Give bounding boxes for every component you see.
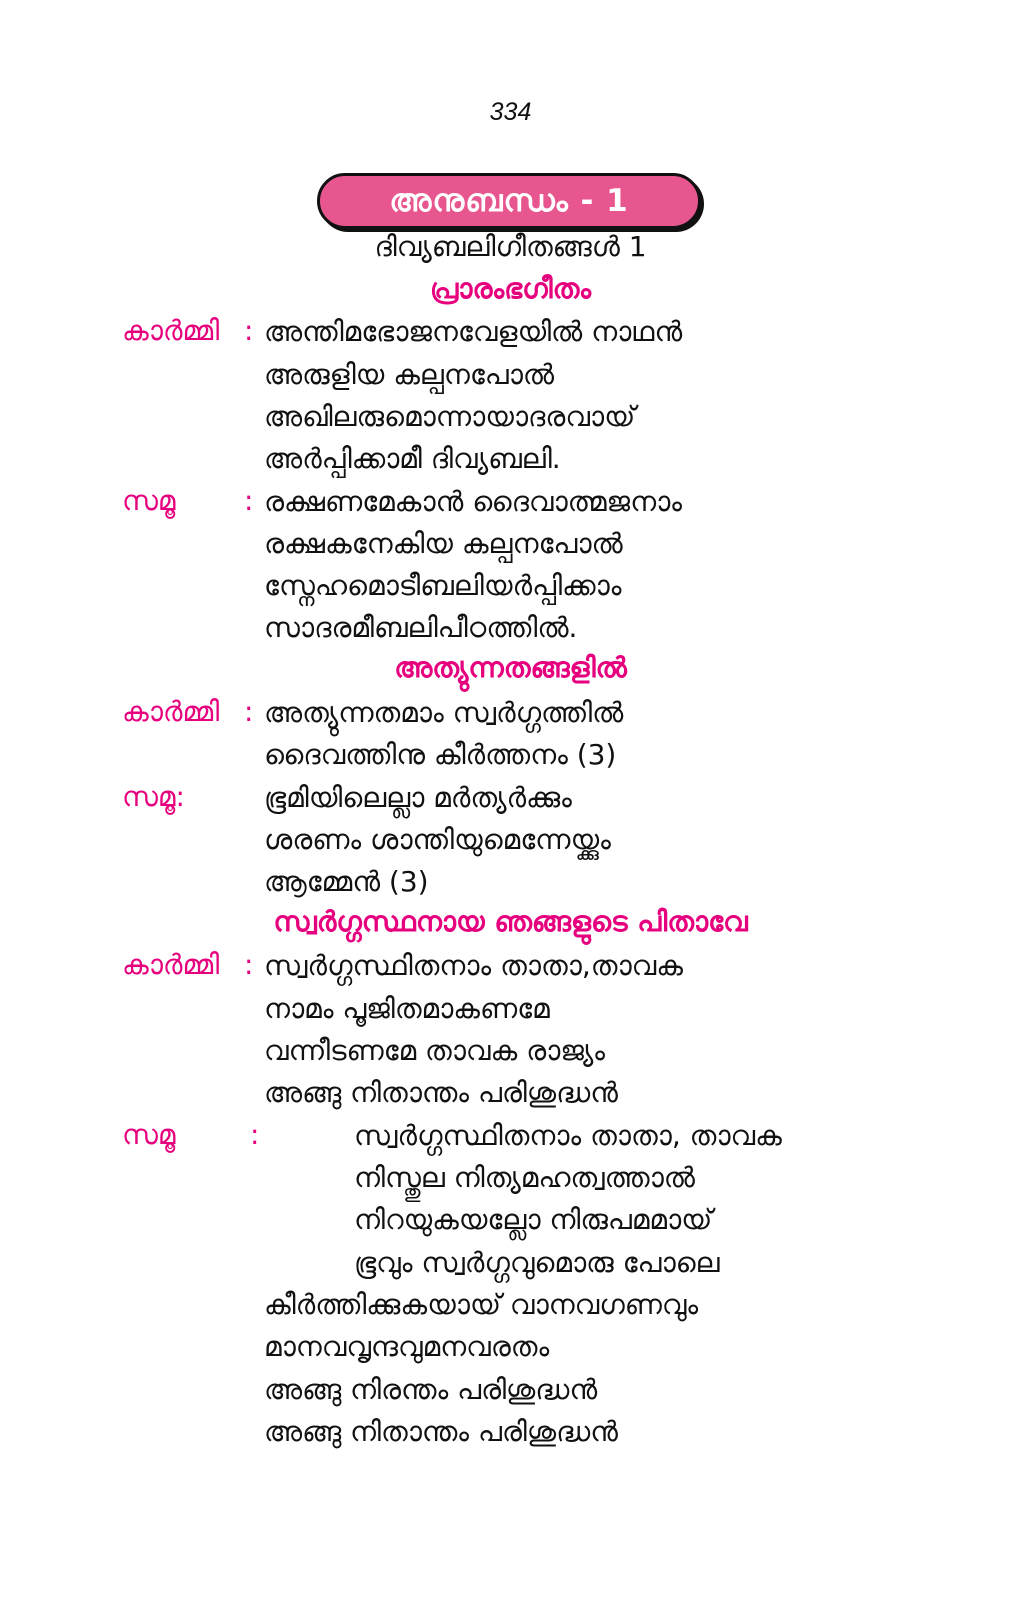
verse-line: നിറയുകയല്ലോ നിരുപമമായ് (354, 1203, 713, 1236)
verse-line: അരുളിയ കല്പനപോൽ (264, 358, 555, 391)
speaker-label: സമൂ (122, 1118, 176, 1151)
verse-line: അത്യുന്നതമാം സ്വർഗ്ഗത്തിൽ (264, 696, 624, 729)
verse-line: നിസ്തുല നിത്യമഹത്വത്താൽ (354, 1161, 695, 1194)
appendix-banner (317, 173, 701, 229)
speaker-colon: : (244, 948, 254, 981)
verse-line: അങ്ങു നിരന്തം പരിശുദ്ധൻ (264, 1373, 598, 1406)
speaker-label: കാർമ്മി (122, 695, 220, 728)
speaker-label: സമൂ (122, 484, 176, 517)
verse-line: മാനവവൃന്ദവുമനവരതം (264, 1330, 550, 1363)
speaker-colon: : (244, 314, 254, 347)
verse-line: ഭൂമിയിലെല്ലാ മർത്യർക്കും (264, 781, 572, 814)
verse-line: ആമ്മേൻ (3) (264, 865, 429, 898)
speaker-colon: : (244, 484, 254, 517)
verse-line: രക്ഷണമേകാൻ ദൈവാത്മജനാം (264, 485, 682, 518)
section-heading: പ്രാരംഭഗീതം (429, 272, 592, 305)
verse-line: വന്നീടണമേ താവക രാജ്യം (264, 1034, 606, 1067)
verse-line: അന്തിമഭോജനവേളയിൽ നാഥൻ (264, 315, 683, 348)
section-heading: അത്യുന്നതങ്ങളിൽ (394, 651, 627, 684)
verse-line: രക്ഷകനേകിയ കല്പനപോൽ (264, 527, 623, 560)
speaker-colon: : (250, 1118, 260, 1151)
verse-line: ദൈവത്തിനു കീർത്തനം (3) (264, 738, 617, 771)
verse-line: അങ്ങു നിതാന്തം പരിശുദ്ധൻ (264, 1076, 618, 1109)
page-number: 334 (489, 98, 532, 126)
verse-line: അർപ്പിക്കാമീ ദിവ്യബലി. (264, 442, 561, 475)
verse-line: സ്വർഗ്ഗസ്ഥിതനാം താതാ, താവക (354, 1119, 782, 1152)
page-subtitle: ദിവ്യബലിഗീതങ്ങൾ 1 (374, 230, 647, 263)
speaker-label: കാർമ്മി (122, 314, 220, 347)
verse-line: സാദരമീബലിപീഠത്തിൽ. (264, 611, 578, 644)
appendix-banner-title: അനുബന്ധം - 1 (389, 182, 629, 219)
section-heading: സ്വർഗ്ഗസ്ഥനായ ഞങ്ങളുടെ പിതാവേ (273, 905, 748, 938)
verse-line: ഭൂവും സ്വർഗ്ഗവുമൊരു പോലെ (354, 1246, 720, 1279)
verse-line: അഖിലരുമൊന്നായാദരവായ് (264, 400, 636, 433)
verse-line: സ്നേഹമൊടീബലിയർപ്പിക്കാം (264, 569, 622, 602)
verse-line: അങ്ങു നിതാന്തം പരിശുദ്ധൻ (264, 1415, 618, 1448)
verse-line: ശരണം ശാന്തിയുമെന്നേയ്ക്കും (264, 823, 611, 856)
verse-line: കീർത്തിക്കുകയായ് വാനവഗണവും (264, 1288, 699, 1321)
speaker-label: കാർമ്മി (122, 948, 220, 981)
speaker-label: സമൂ: (122, 780, 185, 813)
verse-line: നാമം പൂജിതമാകണമേ (264, 992, 550, 1025)
verse-line: സ്വർഗ്ഗസ്ഥിതനാം താതാ,താവക (264, 949, 683, 982)
speaker-colon: : (244, 695, 254, 728)
